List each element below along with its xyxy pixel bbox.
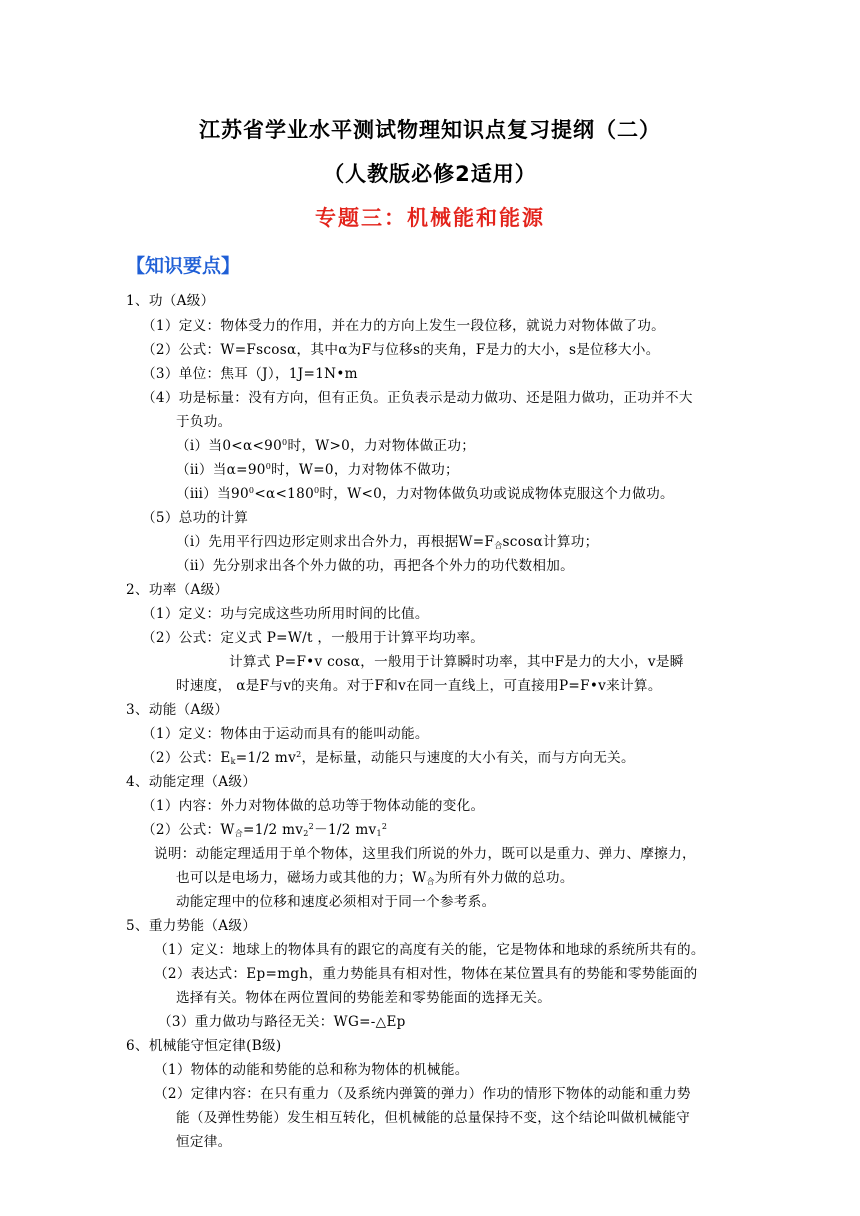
text-line-l25: 也可以是电场力，磁场力或其他的力；$W_合$为所有外力做的总功。: [176, 870, 574, 886]
text-line-l13: 2、功率（A级）: [126, 582, 229, 598]
text-line-l15: （2）公式：定义式 P=W/t ，一般用于计算平均功率。: [142, 630, 485, 646]
text-line-l28: （1）定义：地球上的物体具有的跟它的高度有关的能，它是物体和地球的系统所共有的。: [154, 942, 705, 958]
text-line-l07: （ⅰ）当$0<\alpha<90^0$时，W>0，力对物体做正功；: [176, 438, 476, 454]
doc-subtitle: （人教版必修2适用）: [323, 162, 537, 186]
text-line-l27: 5、重力势能（A级）: [126, 918, 257, 934]
text-line-l16: 计算式 P=F•v cosα，一般用于计算瞬时功率，其中F是力的大小，v是瞬: [229, 654, 684, 670]
text-line-l23: （2）公式：$W_合=1/2$ $mv_2^2-1/2$ $mv_1^2$: [142, 822, 388, 838]
text-line-l35: 能（及弹性势能）发生相互转化，但机械能的总量保持不变，这个结论叫做机械能守: [176, 1110, 691, 1126]
text-line-l33: （1）物体的动能和势能的总和称为物体的机械能。: [154, 1062, 469, 1078]
text-line-l36: 恒定律。: [176, 1134, 232, 1150]
text-line-l14: （1）定义：功与完成这些功所用时间的比值。: [142, 606, 429, 622]
section-header: 【知识要点】: [126, 255, 241, 277]
text-line-l26: 动能定理中的位移和速度必须相对于同一个参考系。: [176, 894, 496, 910]
text-line-l20: （2）公式：$E_k=1/2$ $mv^2$，是标量，动能只与速度的大小有关，而与方向无关。: [142, 750, 635, 766]
text-line-l29: （2）表达式：Ep=mgh，重力势能具有相对性，物体在某位置具有的势能和零势能面的: [154, 966, 698, 982]
topic-heading: 专题三：机械能和能源: [315, 206, 545, 230]
text-line-l10: （5）总功的计算: [142, 510, 249, 526]
text-line-l22: （1）内容：外力对物体做的总功等于物体动能的变化。: [142, 798, 485, 814]
text-line-l18: 3、动能（A级）: [126, 702, 229, 718]
text-line-l04: （3）单位：焦耳（J），1J=1N•m: [142, 366, 358, 382]
text-line-l01: 1、功（A级）: [126, 293, 215, 309]
text-line-l24: 说明：动能定理适用于单个物体，这里我们所说的外力，既可以是重力、弹力、摩擦力，: [154, 846, 696, 862]
text-line-l12: （ⅱ）先分别求出各个外力做的功，再把各个外力的功代数相加。: [176, 558, 575, 574]
text-line-l19: （1）定义：物体由于运动而具有的能叫动能。: [142, 726, 429, 742]
text-line-l03: （2）公式：W=Fscosα，其中α为F与位移s的夹角，F是力的大小，s是位移大小。: [142, 342, 660, 358]
text-line-l34: （2）定律内容：在只有重力（及系统内弹簧的弹力）作功的情形下物体的动能和重力势: [154, 1086, 691, 1102]
text-line-l11: （ⅰ）先用平行四边形定则求出合外力，再根据$W=F_合scos\alpha$计算功；: [176, 534, 599, 550]
text-line-l32: 6、机械能守恒定律(B级): [126, 1038, 282, 1054]
text-line-l31: （3）重力做功与路径无关：WG=-△Ep: [158, 1014, 406, 1030]
text-line-l05: （4）功是标量：没有方向，但有正负。正负表示是动力做功、还是阻力做功，正功并不大: [142, 390, 693, 406]
text-line-l09: （ⅲ）当$90^0<\alpha<180^0$时，W<0，力对物体做负功或说成物体克服这个力做功。: [176, 486, 674, 502]
text-line-l06: 于负功。: [176, 414, 232, 430]
text-line-l02: （1）定义：物体受力的作用，并在力的方向上发生一段位移，就说力对物体做了功。: [142, 318, 666, 334]
text-line-l21: 4、动能定理（A级）: [126, 774, 257, 790]
text-line-l30: 选择有关。物体在两位置间的势能差和零势能面的选择无关。: [176, 990, 552, 1006]
text-line-l17: 时速度， α是F与v的夹角。对于F和v在同一直线上，可直接用P=F•v来计算。: [176, 678, 662, 694]
doc-title: 江苏省学业水平测试物理知识点复习提纲（二）: [199, 118, 661, 142]
text-line-l08: （ⅱ）当$\alpha=90^0$时，W=0，力对物体不做功；: [176, 462, 459, 478]
